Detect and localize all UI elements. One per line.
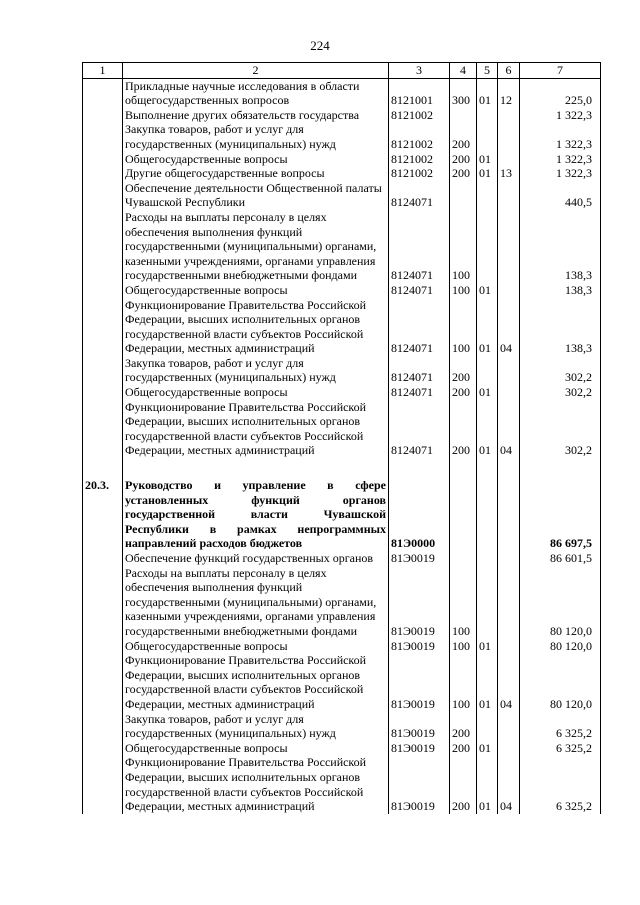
item-name-cell: Выполнение других обязательств государства [123, 108, 389, 123]
subsection-cell [498, 356, 520, 385]
subsection-cell: 04 [498, 755, 520, 813]
section-number-cell [83, 385, 123, 400]
expense-type-cell [450, 551, 477, 566]
section-cell [477, 122, 498, 151]
item-name-cell: Обеспечение функций государственных органов [123, 551, 389, 566]
item-name-cell: Руководство и управление в сфере установленных функций органов государственной власти Чувашской Республики в рамках непрограммных направлений расходов бюджетов [123, 478, 389, 551]
section-number-cell [83, 78, 123, 108]
target-article-cell: 8121002 [389, 108, 450, 123]
table-row [83, 122, 601, 151]
section-number-cell [83, 639, 123, 654]
section-number-cell [83, 181, 123, 210]
section-cell: 01 [477, 298, 498, 356]
target-article-cell: 8121002 [389, 152, 450, 167]
section-cell: 01 [477, 385, 498, 400]
expense-type-cell [450, 181, 477, 210]
expense-type-cell: 200 [450, 741, 477, 756]
spacer-row [83, 458, 601, 478]
expense-type-cell: 300 [450, 78, 477, 108]
subsection-cell: 04 [498, 653, 520, 711]
item-name-cell: Закупка товаров, работ и услуг для государственных (муниципальных) нужд [123, 122, 389, 151]
expense-type-cell: 200 [450, 400, 477, 458]
subsection-cell [498, 741, 520, 756]
subsection-cell [498, 639, 520, 654]
section-cell [477, 478, 498, 551]
amount-cell: 1 322,3 [520, 166, 601, 181]
target-article-cell: 81Э0019 [389, 712, 450, 741]
spacer-cell [123, 458, 389, 478]
target-article-cell: 8124071 [389, 283, 450, 298]
section-cell [477, 566, 498, 639]
table-row [83, 478, 601, 551]
section-cell: 01 [477, 639, 498, 654]
amount-cell: 6 325,2 [520, 741, 601, 756]
subsection-cell [498, 283, 520, 298]
item-name-cell: Общегосударственные вопросы [123, 639, 389, 654]
item-name-cell: Закупка товаров, работ и услуг для государственных (муниципальных) нужд [123, 712, 389, 741]
expense-type-cell: 100 [450, 653, 477, 711]
section-number-cell [83, 653, 123, 711]
table-row [83, 653, 601, 711]
section-cell: 01 [477, 78, 498, 108]
subsection-cell [498, 122, 520, 151]
subsection-cell: 04 [498, 298, 520, 356]
spacer-cell [520, 458, 601, 478]
section-cell: 01 [477, 283, 498, 298]
item-name-cell: Общегосударственные вопросы [123, 741, 389, 756]
amount-cell: 302,2 [520, 400, 601, 458]
subsection-cell [498, 478, 520, 551]
item-name-cell: Общегосударственные вопросы [123, 385, 389, 400]
section-cell: 01 [477, 741, 498, 756]
column-number: 5 [477, 63, 498, 79]
section-number-cell [83, 122, 123, 151]
section-number-cell [83, 298, 123, 356]
subsection-cell: 13 [498, 166, 520, 181]
section-cell [477, 712, 498, 741]
spacer-cell [389, 458, 450, 478]
section-cell: 01 [477, 653, 498, 711]
section-cell [477, 210, 498, 283]
amount-cell: 225,0 [520, 78, 601, 108]
section-cell [477, 356, 498, 385]
item-name-cell: Другие общегосударственные вопросы [123, 166, 389, 181]
target-article-cell: 81Э0019 [389, 653, 450, 711]
amount-cell: 86 697,5 [520, 478, 601, 551]
expense-type-cell: 200 [450, 712, 477, 741]
target-article-cell: 81Э0019 [389, 755, 450, 813]
column-number: 6 [498, 63, 520, 79]
item-name-cell: Расходы на выплаты персоналу в целях обеспечения выполнения функций государственными (муниципальными) органами, казенными учреждениями, органами управления государственными внебюджетными фондами [123, 566, 389, 639]
section-cell [477, 181, 498, 210]
item-name-cell: Функционирование Правительства Российской Федерации, высших исполнительных органов государственной власти субъектов Российской Федерации, местных администраций [123, 653, 389, 711]
spacer-cell [477, 458, 498, 478]
table-row [83, 551, 601, 566]
expense-type-cell: 100 [450, 639, 477, 654]
expense-type-cell: 100 [450, 210, 477, 283]
section-number-cell [83, 566, 123, 639]
column-number: 2 [123, 63, 389, 79]
amount-cell: 302,2 [520, 385, 601, 400]
section-cell [477, 108, 498, 123]
target-article-cell: 81Э0019 [389, 566, 450, 639]
item-name-cell: Функционирование Правительства Российской Федерации, высших исполнительных органов государственной власти субъектов Российской Федерации, местных администраций [123, 298, 389, 356]
table-row [83, 210, 601, 283]
expense-type-cell: 100 [450, 283, 477, 298]
section-number-cell [83, 210, 123, 283]
section-number-cell [83, 152, 123, 167]
section-number-cell [83, 712, 123, 741]
expense-type-cell: 200 [450, 755, 477, 813]
section-number-cell [83, 166, 123, 181]
amount-cell: 1 322,3 [520, 122, 601, 151]
target-article-cell: 8124071 [389, 298, 450, 356]
table-row [83, 712, 601, 741]
amount-cell: 80 120,0 [520, 653, 601, 711]
amount-cell: 440,5 [520, 181, 601, 210]
table-row [83, 566, 601, 639]
target-article-cell: 81Э0019 [389, 741, 450, 756]
expense-type-cell: 200 [450, 152, 477, 167]
table-row [83, 283, 601, 298]
table-row [83, 741, 601, 756]
amount-cell: 138,3 [520, 283, 601, 298]
section-cell: 01 [477, 152, 498, 167]
table-row [83, 298, 601, 356]
section-number-cell [83, 400, 123, 458]
section-number-cell [83, 755, 123, 813]
item-name-cell: Закупка товаров, работ и услуг для государственных (муниципальных) нужд [123, 356, 389, 385]
column-number: 4 [450, 63, 477, 79]
amount-cell: 138,3 [520, 298, 601, 356]
subsection-cell [498, 152, 520, 167]
item-name-cell: Функционирование Правительства Российской Федерации, высших исполнительных органов государственной власти субъектов Российской Федерации, местных администраций [123, 400, 389, 458]
subsection-cell [498, 108, 520, 123]
section-cell [477, 551, 498, 566]
subsection-cell [498, 712, 520, 741]
subsection-cell [498, 385, 520, 400]
item-name-cell: Обеспечение деятельности Общественной палаты Чувашской Республики [123, 181, 389, 210]
target-article-cell: 81Э0000 [389, 478, 450, 551]
table-row [83, 639, 601, 654]
table-row [83, 356, 601, 385]
section-number-cell [83, 551, 123, 566]
subsection-cell [498, 551, 520, 566]
table-row [83, 78, 601, 108]
expense-type-cell [450, 108, 477, 123]
spacer-cell [450, 458, 477, 478]
item-name-cell: Общегосударственные вопросы [123, 283, 389, 298]
target-article-cell: 81Э0019 [389, 639, 450, 654]
subsection-cell [498, 210, 520, 283]
amount-cell: 80 120,0 [520, 639, 601, 654]
expense-type-cell [450, 478, 477, 551]
item-name-cell: Общегосударственные вопросы [123, 152, 389, 167]
section-cell: 01 [477, 400, 498, 458]
target-article-cell: 8124071 [389, 385, 450, 400]
table-row [83, 400, 601, 458]
section-number-cell [83, 283, 123, 298]
section-number-cell [83, 741, 123, 756]
target-article-cell: 8121002 [389, 166, 450, 181]
item-name-cell: Функционирование Правительства Российской Федерации, высших исполнительных органов государственной власти субъектов Российской Федерации, местных администраций [123, 755, 389, 813]
table-row [83, 755, 601, 813]
section-cell: 01 [477, 166, 498, 181]
budget-table [82, 62, 601, 814]
subsection-cell [498, 181, 520, 210]
amount-cell: 302,2 [520, 356, 601, 385]
table-row [83, 108, 601, 123]
expense-type-cell: 200 [450, 385, 477, 400]
item-name-cell: Расходы на выплаты персоналу в целях обеспечения выполнения функций государственными (муниципальными) органами, казенными учреждениями, органами управления государственными внебюджетными фондами [123, 210, 389, 283]
table-row [83, 385, 601, 400]
target-article-cell: 8124071 [389, 400, 450, 458]
target-article-cell: 8121001 [389, 78, 450, 108]
table-row [83, 152, 601, 167]
amount-cell: 1 322,3 [520, 152, 601, 167]
target-article-cell: 8124071 [389, 210, 450, 283]
target-article-cell: 8124071 [389, 181, 450, 210]
subsection-cell: 04 [498, 400, 520, 458]
subsection-cell: 12 [498, 78, 520, 108]
section-number-cell [83, 356, 123, 385]
column-number-row [83, 63, 601, 79]
expense-type-cell: 200 [450, 166, 477, 181]
section-number-cell: 20.3. [83, 478, 123, 551]
expense-type-cell: 100 [450, 298, 477, 356]
amount-cell: 1 322,3 [520, 108, 601, 123]
target-article-cell: 81Э0019 [389, 551, 450, 566]
page-number: 224 [310, 38, 330, 53]
item-name-cell: Прикладные научные исследования в области общегосударственных вопросов [123, 78, 389, 108]
table-row [83, 181, 601, 210]
amount-cell: 80 120,0 [520, 566, 601, 639]
section-number-cell [83, 108, 123, 123]
column-number: 7 [520, 63, 601, 79]
spacer-cell [498, 458, 520, 478]
target-article-cell: 8121002 [389, 122, 450, 151]
column-number: 3 [389, 63, 450, 79]
column-number: 1 [83, 63, 123, 79]
expense-type-cell: 100 [450, 566, 477, 639]
target-article-cell: 8124071 [389, 356, 450, 385]
spacer-cell [83, 458, 123, 478]
amount-cell: 138,3 [520, 210, 601, 283]
expense-type-cell: 200 [450, 356, 477, 385]
amount-cell: 6 325,2 [520, 755, 601, 813]
expense-type-cell: 200 [450, 122, 477, 151]
table-row [83, 166, 601, 181]
amount-cell: 6 325,2 [520, 712, 601, 741]
amount-cell: 86 601,5 [520, 551, 601, 566]
section-cell: 01 [477, 755, 498, 813]
subsection-cell [498, 566, 520, 639]
